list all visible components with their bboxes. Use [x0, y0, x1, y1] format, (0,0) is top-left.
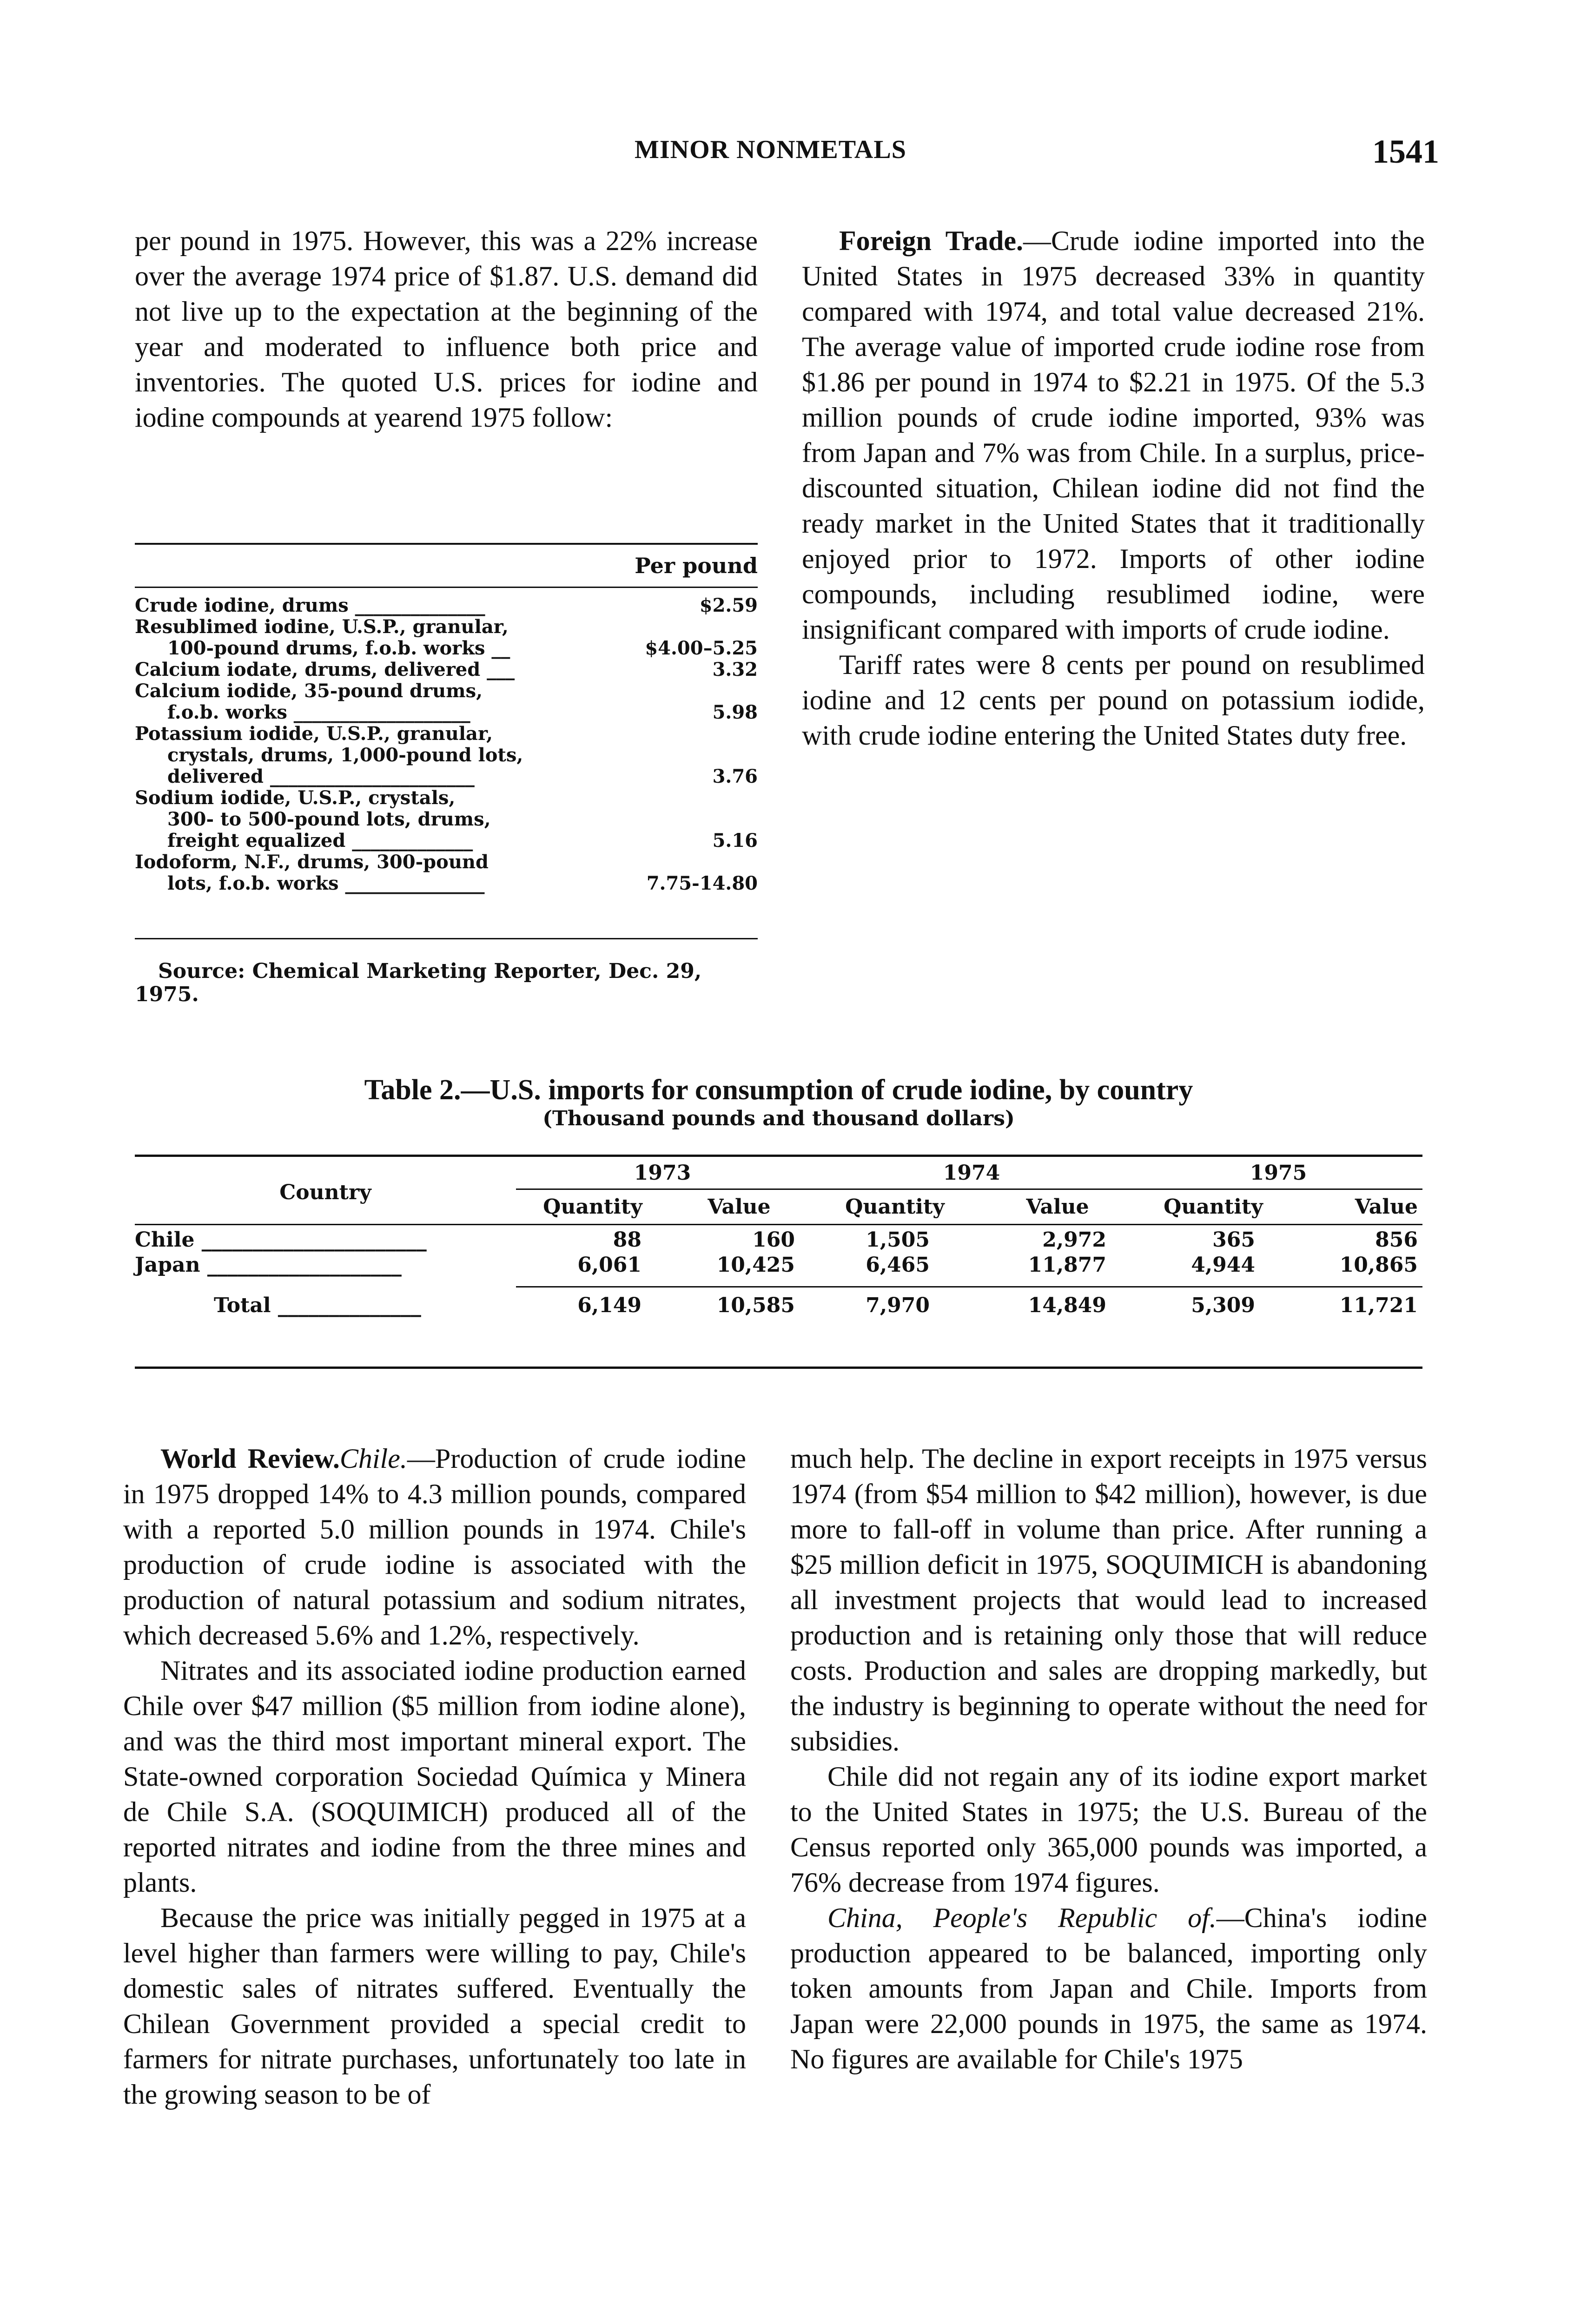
table2-bottom-rule: [135, 1367, 1422, 1369]
country-header: Country: [279, 1180, 371, 1204]
pricelist-source: Source: Chemical Marketing Reporter, Dec. 29, 1975.: [135, 959, 702, 1006]
world-review-paragraph: World Review.Chile.—Production of crude iodine in 1975 dropped 14% to 4.3 million pounds, compared with a reported 5.0 million pounds in 1974. Chile's production of crude iodine is associated with the production of natural potassium and sodium nitrates, which decreased 5.6% and 1.2%, respectively.: [123, 1443, 747, 1651]
col2-top: [802, 223, 1425, 753]
price-row: freight equalized _____________ 5.16: [167, 830, 758, 852]
year-header: 1973: [516, 1161, 809, 1189]
table-2-title: Table 2.—U.S. imports for consumption of crude iodine, by country: [364, 1074, 1193, 1106]
foreign-trade-paragraph: Foreign Trade.—Crude iodine imported into the United States in 1975 decreased 33% in quantity compared with 1974, and total value decreased 21%. The average value of imported crude iodine rose from $1.86 per pound in 1974 to $2.21 in 1975. Of the 5.3 million pounds of crude iodine imported, 93% was from Japan and 7% was from Chile. In a surplus, price-discounted situation, Chilean iodine did not find the ready market in the United States that it traditionally enjoyed prior to 1972. Imports of other iodine compounds, including resublimed iodine, were insignificant compared with imports of crude iodine.: [802, 225, 1425, 645]
table-2: [135, 1074, 1422, 1130]
price-row: 100-pound drums, f.o.b. works __ $4.00–5.25: [167, 637, 758, 659]
export-paragraph: much help. The decline in export receipts in 1975 versus 1974 (from $54 million to $42 million), however, is due more to fall-off in volume than price. After running a $25 million deficit in 1975, SOQUIMICH is abandoning all investment projects that would lead to increased production and is retaining only those that will reduce costs. Production and sales are dropping markedly, but the industry is beginning to operate without the need for subsidies.: [790, 1443, 1427, 1756]
pricelist-column-header: Per pound: [635, 553, 758, 578]
price-row: Sodium iodide, U.S.P., crystals,: [135, 787, 456, 809]
price-list: [135, 595, 758, 894]
nitrates-paragraph: Nitrates and its associated iodine production earned Chile over $47 million ($5 million from iodine alone), and was the third most important mineral export. The State-owned corporation Sociedad Química y Minera de Chile S.A. (SOQUIMICH) produced all of the reported nitrates and iodine from the three mines and plants.: [123, 1655, 746, 1898]
value-header: Value: [1026, 1195, 1089, 1219]
china-paragraph: China, People's Republic of.—China's iodine production appeared to be balanced, importing only token amounts from Japan and Chile. Imports from Japan were 22,000 pounds in 1975, the same as 1974. No figures are available for Chile's 1975: [790, 1902, 1428, 2074]
price-row: Calcium iodide, 35-pound drums,: [135, 680, 483, 702]
pricelist-top-rule: [135, 543, 758, 545]
price-row: f.o.b. works ___________________ 5.98: [167, 701, 758, 723]
price-row: crystals, drums, 1,000-pound lots,: [167, 744, 523, 766]
quantity-header: Quantity: [543, 1195, 642, 1219]
col2-bottom: [790, 1441, 1427, 2077]
table2-top-rule: [135, 1155, 1422, 1157]
table-2-subtitle: (Thousand pounds and thousand dollars): [542, 1107, 1015, 1130]
table-2-body: [135, 1161, 1422, 1324]
page-number: 1541: [1372, 133, 1439, 170]
table-total-row: Total ______________ 6,149 10,585 7,970 14,849 5,309 11,721: [214, 1293, 1418, 1318]
table-row: Chile ______________________ 88 160 1,505 2,972 365 856: [135, 1228, 1418, 1252]
tariff-paragraph: Tariff rates were 8 cents per pound on resublimed iodine and 12 cents per pound on potassium iodide, with crude iodine entering the United States duty free.: [802, 649, 1425, 751]
price-row: Calcium iodate, drums, delivered ___ 3.32: [135, 659, 758, 680]
value-header: Value: [1355, 1195, 1418, 1219]
value-header: Value: [708, 1195, 771, 1219]
price-row: Potassium iodide, U.S.P., granular,: [135, 723, 493, 745]
table-row: Japan ___________________ 6,061 10,425 6,465 11,877 4,944 10,865: [135, 1253, 1418, 1277]
price-row: 300- to 500-pound lots, drums,: [167, 808, 491, 830]
price-row: Crude iodine, drums ______________ $2.59: [135, 594, 758, 616]
col1-top-paragraph: per pound in 1975. However, this was a 22% increase over the average 1974 price of $1.87. U.S. demand did not live up to the expectation at the beginning of the year and moderated to influence both price and inventories. The quoted U.S. prices for iodine and iodine compounds at yearend 1975 follow:: [135, 225, 758, 433]
running-title: MINOR NONMETALS: [635, 135, 906, 164]
price-row: lots, f.o.b. works _______________ 7.75-14.80: [167, 872, 758, 894]
year-header: 1975: [1134, 1161, 1422, 1189]
quantity-header: Quantity: [845, 1195, 945, 1219]
price-paragraph: Because the price was initially pegged in 1975 at a level higher than farmers were willing to pay, Chile's domestic sales of nitrates suffered. Eventually the Chilean Government provided a special credit to farmers for nitrate purchases, unfortunately too late in the growing season to be of: [123, 1902, 746, 2110]
col1-bottom: [123, 1441, 746, 2112]
price-row: delivered ______________________ 3.76: [167, 766, 758, 787]
table-2-grid: [135, 1161, 1422, 1324]
chile-market-paragraph: Chile did not regain any of its iodine export market to the United States in 1975; the U.S. Bureau of the Census reported only 365,000 pounds was imported, a 76% decrease from 1974 figures.: [790, 1761, 1427, 1898]
year-header: 1974: [809, 1161, 1134, 1189]
price-row: Resublimed iodine, U.S.P., granular,: [135, 616, 509, 638]
price-row: Iodoform, N.F., drums, 300-pound: [135, 851, 489, 873]
pricelist-bottom-rule: [135, 938, 758, 939]
pricelist-header-rule: [135, 587, 758, 588]
quantity-header: Quantity: [1164, 1195, 1263, 1219]
